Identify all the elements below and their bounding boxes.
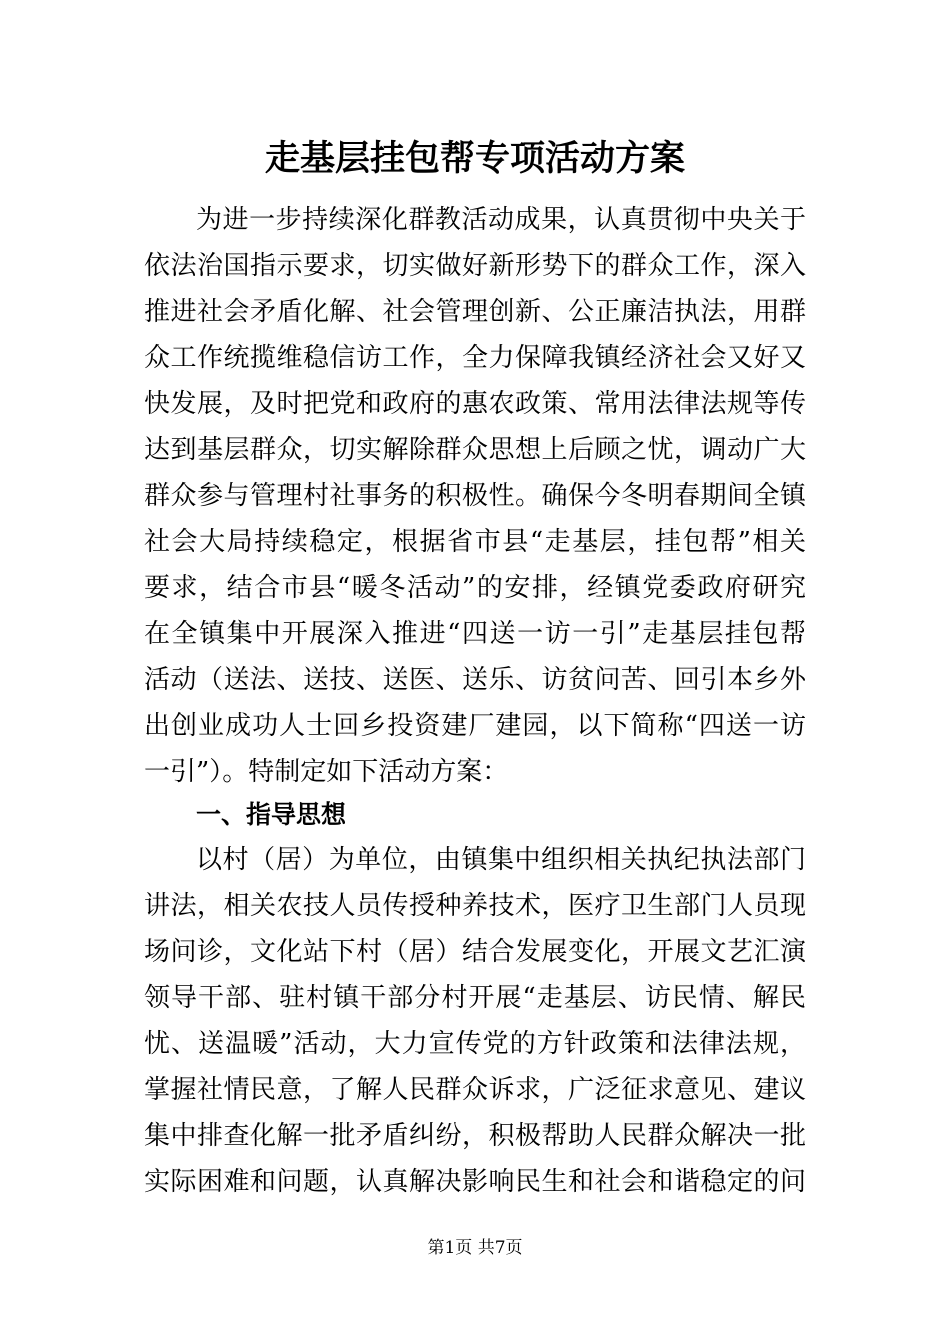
intro-line: 快发展，及时把党和政府的惠农政策、常用法律法规等传 — [144, 389, 806, 419]
intro-line: 在全镇集中开展深入推进“四送一访一引”走基层挂包帮 — [144, 619, 806, 649]
section-line: 集中排查化解一批矛盾纠纷，积极帮助人民群众解决一批 — [144, 1121, 806, 1151]
section-line: 忧、送温暖”活动，大力宣传党的方针政策和法律法规， — [144, 1029, 806, 1059]
section-heading: 一、指导思想 — [196, 800, 347, 829]
section-line: 以村（居）为单位，由镇集中组织相关执纪执法部门 — [196, 845, 806, 875]
intro-line: 一引”）。特制定如下活动方案： — [144, 757, 509, 787]
intro-line: 要求，结合市县“暖冬活动”的安排，经镇党委政府研究 — [144, 573, 806, 603]
intro-line: 依法治国指示要求，切实做好新形势下的群众工作，深入 — [144, 251, 806, 281]
section-line: 场问诊，文化站下村（居）结合发展变化，开展文艺汇演 — [144, 937, 806, 967]
section-line: 讲法，相关农技人员传授种养技术，医疗卫生部门人员现 — [144, 891, 806, 921]
intro-line: 社会大局持续稳定，根据省市县“走基层，挂包帮”相关 — [144, 527, 806, 557]
intro-line: 达到基层群众，切实解除群众思想上后顾之忧，调动广大 — [144, 435, 806, 465]
section-line: 领导干部、驻村镇干部分村开展“走基层、访民情、解民 — [144, 983, 806, 1013]
intro-line: 众工作统揽维稳信访工作，全力保障我镇经济社会又好又 — [144, 343, 806, 373]
intro-line: 为进一步持续深化群教活动成果，认真贯彻中央关于 — [196, 205, 806, 235]
section-line: 掌握社情民意，了解人民群众诉求，广泛征求意见、建议 — [144, 1075, 806, 1105]
intro-line: 群众参与管理村社事务的积极性。确保今冬明春期间全镇 — [144, 481, 806, 511]
page-footer: 第1页 共7页 — [427, 1238, 523, 1258]
document-title: 走基层挂包帮专项活动方案 — [264, 138, 685, 179]
intro-line: 推进社会矛盾化解、社会管理创新、公正廉洁执法，用群 — [144, 297, 806, 327]
intro-line: 活动（送法、送技、送医、送乐、访贫问苦、回引本乡外 — [144, 665, 806, 695]
section-line: 实际困难和问题，认真解决影响民生和社会和谐稳定的问 — [144, 1167, 806, 1197]
intro-line: 出创业成功人士回乡投资建厂建园，以下简称“四送一访 — [144, 711, 806, 741]
